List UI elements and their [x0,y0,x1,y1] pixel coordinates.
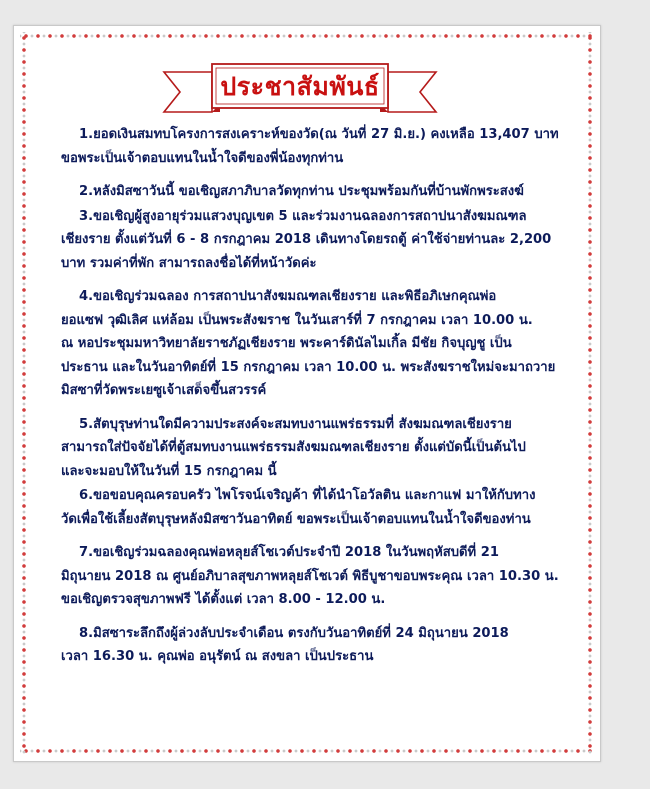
item-line: เวลา 16.30 น. คุณพ่อ อนุรัตน์ ณ สงขลา เป็นประธาน [61,649,374,664]
announcement-item-5 [61,413,586,484]
announcement-item-8 [61,622,586,669]
item-line: สามารถใส่ปัจจัยได้ที่ตู้สมทบงานแพร่ธรรมสังฆมณฑลเชียงราย ตั้งแต่บัดนี้เป็นต้นไป [61,440,526,455]
item-line: ยอแซฟ วุฒิเลิศ แห่ล้อม เป็นพระสังฆราช ในวันเสาร์ที่ 7 กรกฎาคม เวลา 10.00 น. [61,312,533,328]
item-line: วัดเพื่อใช้เลี้ยงสัตบุรุษหลังมิสซาวันอาทิตย์ ขอพระเป็นเจ้าตอบแทนในน้ำใจดีของท่าน [61,511,531,527]
item-line: 5.สัตบุรุษท่านใดมีความประสงค์จะสมทบงานแพร่ธรรมที่ สังฆมณฑลเชียงราย [79,416,512,432]
item-line: 7.ขอเชิญร่วมฉลองคุณพ่อหลุยส์โชเวต์ประจำปี 2018 ในวันพฤหัสบดีที่ 21 [79,545,499,560]
item-line: ณ หอประชุมมหาวิทยาลัยราชภัฏเชียงราย พระคาร์ดินัลไมเกิ้ล มีชัย กิจบุญชู เป็น [61,336,512,351]
item-line: มิถุนายน 2018 ณ ศูนย์อภิบาลสุขภาพหลุยส์โชเวต์ พิธีบูชาขอบพระคุณ เวลา 10.30 น. [61,568,559,584]
title-ribbon-banner [160,58,440,118]
item-line: 6.ขอขอบคุณครอบครัว ไพโรจน์เจริญค้า ที่ได้นำโอวัลติน และกาแฟ มาให้กับทาง [79,488,536,503]
item-line: 2.หลังมิสซาวันนี้ ขอเชิญสภาภิบาลวัดทุกท่าน ประชุมพร้อมกันที่บ้านพักพระสงฆ์ [79,184,524,199]
page-title: ประชาสัมพันธ์ [220,72,380,101]
item-line: 4.ขอเชิญร่วมฉลอง การสถาปนาสังฆมณฑลเชียงราย และพิธีอภิเษกคุณพ่อ [79,289,497,304]
announcement-item-1 [61,123,586,170]
item-line: ขอพระเป็นเจ้าตอบแทนในน้ำใจดีของพี่น้องทุกท่าน [61,150,344,166]
item-line: และจะมอบให้ในวันที่ 15 กรกฎาคม นี้ [61,463,277,479]
item-line: ขอเชิญตรวจสุขภาพฟรี ได้ตั้งแต่ เวลา 8.00 - 12.00 น. [61,592,386,607]
frame-top-border [20,32,594,40]
announcement-item-2 [61,180,586,204]
frame-left-border [20,32,28,755]
announcement-list [61,123,586,679]
item-line: 1.ยอดเงินสมทบโครงการสงเคราะห์ของวัด(ณ วันที่ 27 มิ.ย.) คงเหลือ 13,407 บาท [79,127,559,142]
item-line: 3.ขอเชิญผู้สูงอายุร่วมแสวงบุญเขต 5 และร่วมงานฉลองการสถาปนาสังฆมณฑล [79,208,527,224]
frame-bottom-border [20,747,594,755]
announcement-sheet [13,25,601,762]
announcement-item-4 [61,285,586,403]
item-line: 8.มิสซาระลึกถึงผู้ล่วงลับประจำเดือน ตรงกับวันอาทิตย์ที่ 24 มิถุนายน 2018 [79,625,509,641]
item-line: บาท รวมค่าที่พัก สามารถลงชื่อได้ที่หน้าวัดค่ะ [61,255,317,271]
item-line: ประธาน และในวันอาทิตย์ที่ 15 กรกฎาคม เวลา 10.00 น. พระสังฆราชใหม่จะมาถวาย [61,359,556,375]
announcement-item-7 [61,541,586,612]
announcement-item-3 [61,205,586,276]
item-line: มิสซาที่วัดพระเยซูเจ้าเสด็จขึ้นสวรรค์ [61,383,267,398]
item-line: เชียงราย ตั้งแต่วันที่ 6 - 8 กรกฎาคม 2018 เดินทางโดยรถตู้ ค่าใช้จ่ายท่านละ 2,200 [61,232,552,247]
announcement-item-6 [61,484,586,531]
frame-right-border [586,32,594,755]
